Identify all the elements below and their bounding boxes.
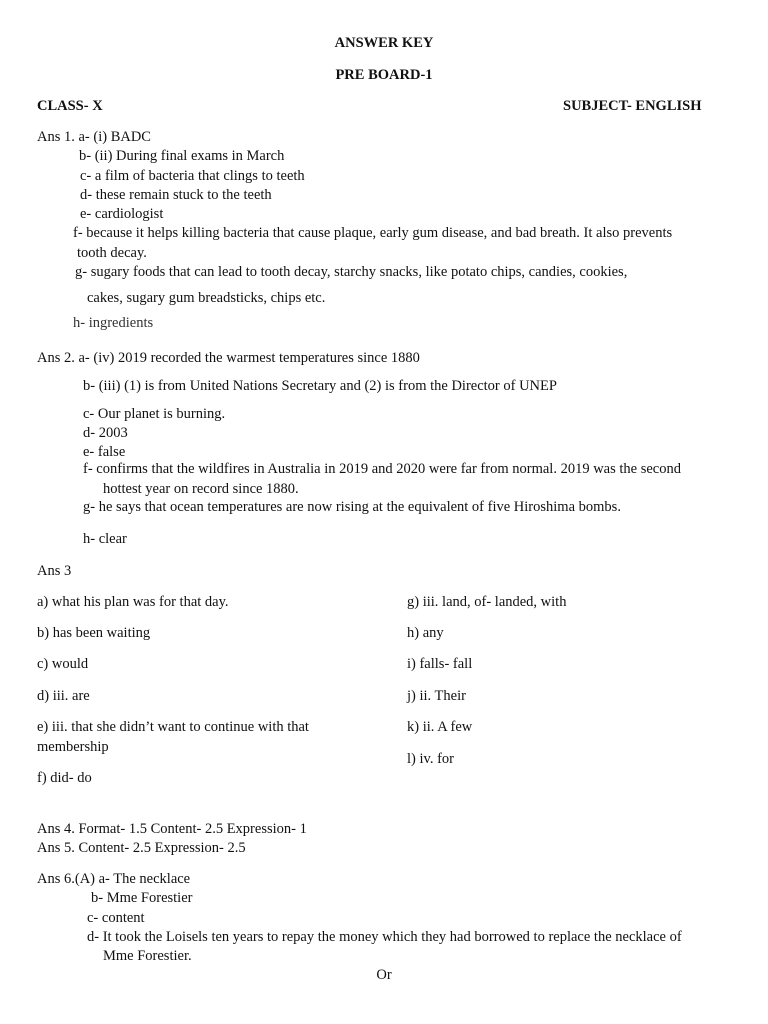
ans1-f-line1: f- because it helps killing bacteria that cause plaque, early gum disease, and bad breath. It also prevents	[73, 225, 673, 241]
ans1-g-line2: cakes, sugary gum breadsticks, chips etc.	[87, 290, 326, 306]
ans1-g-line1: g- sugary foods that can lead to tooth decay, starchy snacks, like potato chips, candies, cookies,	[75, 264, 628, 280]
page-subtitle: PRE BOARD-1	[335, 67, 433, 83]
page-title: ANSWER KEY	[334, 35, 434, 51]
ans3-c: c) would	[37, 656, 89, 672]
ans3-f: f) did- do	[37, 770, 92, 786]
ans3-e-line2: membership	[37, 739, 109, 755]
ans1-c: c- a film of bacteria that clings to teeth	[80, 168, 305, 184]
ans1-f-line2: tooth decay.	[77, 245, 147, 261]
ans2-f-line2: hottest year on record since 1880.	[103, 481, 299, 497]
ans2-e: e- false	[83, 444, 126, 460]
subject-label: SUBJECT- ENGLISH	[563, 98, 702, 114]
ans3-i: i) falls- fall	[407, 656, 473, 672]
ans6-a: Ans 6.(A) a- The necklace	[37, 871, 191, 887]
ans2-b: b- (iii) (1) is from United Nations Secretary and (2) is from the Director of UNEP	[83, 378, 557, 394]
ans3-a: a) what his plan was for that day.	[37, 594, 229, 610]
ans2-a: Ans 2. a- (iv) 2019 recorded the warmest temperatures since 1880	[37, 350, 420, 366]
ans3-b: b) has been waiting	[37, 625, 151, 641]
ans3-j: j) ii. Their	[407, 688, 466, 704]
ans2-g: g- he says that ocean temperatures are now rising at the equivalent of five Hiroshima bombs.	[83, 499, 621, 515]
ans2-f-line1: f- confirms that the wildfires in Australia in 2019 and 2020 were far from normal. 2019 was the second	[83, 461, 681, 477]
class-label: CLASS- X	[37, 98, 103, 114]
ans3-heading: Ans 3	[37, 563, 72, 579]
ans1-a: Ans 1. a- (i) BADC	[37, 129, 151, 145]
ans6-c: c- content	[87, 910, 145, 926]
ans2-h: h- clear	[83, 531, 127, 547]
ans1-d: d- these remain stuck to the teeth	[80, 187, 272, 203]
ans3-e-line1: e) iii. that she didn’t want to continue with that	[37, 719, 309, 735]
ans3-d: d) iii. are	[37, 688, 90, 704]
ans1-e: e- cardiologist	[80, 206, 164, 222]
ans5: Ans 5. Content- 2.5 Expression- 2.5	[37, 840, 246, 856]
ans3-h: h) any	[407, 625, 444, 641]
ans3-g: g) iii. land, of- landed, with	[407, 594, 567, 610]
ans1-h: h- ingredients	[73, 315, 154, 331]
or-separator: Or	[376, 967, 392, 983]
ans6-d-line1: d- It took the Loisels ten years to repay the money which they had borrowed to replace the necklace of	[87, 929, 682, 945]
ans6-d-line2: Mme Forestier.	[103, 948, 192, 964]
ans2-c: c- Our planet is burning.	[83, 406, 226, 422]
ans1-b: b- (ii) During final exams in March	[79, 148, 285, 164]
ans3-l: l) iv. for	[407, 751, 454, 767]
ans3-k: k) ii. A few	[407, 719, 473, 735]
ans2-d: d- 2003	[83, 425, 128, 441]
ans4: Ans 4. Format- 1.5 Content- 2.5 Expression- 1	[37, 821, 307, 837]
ans6-b: b- Mme Forestier	[91, 890, 193, 906]
